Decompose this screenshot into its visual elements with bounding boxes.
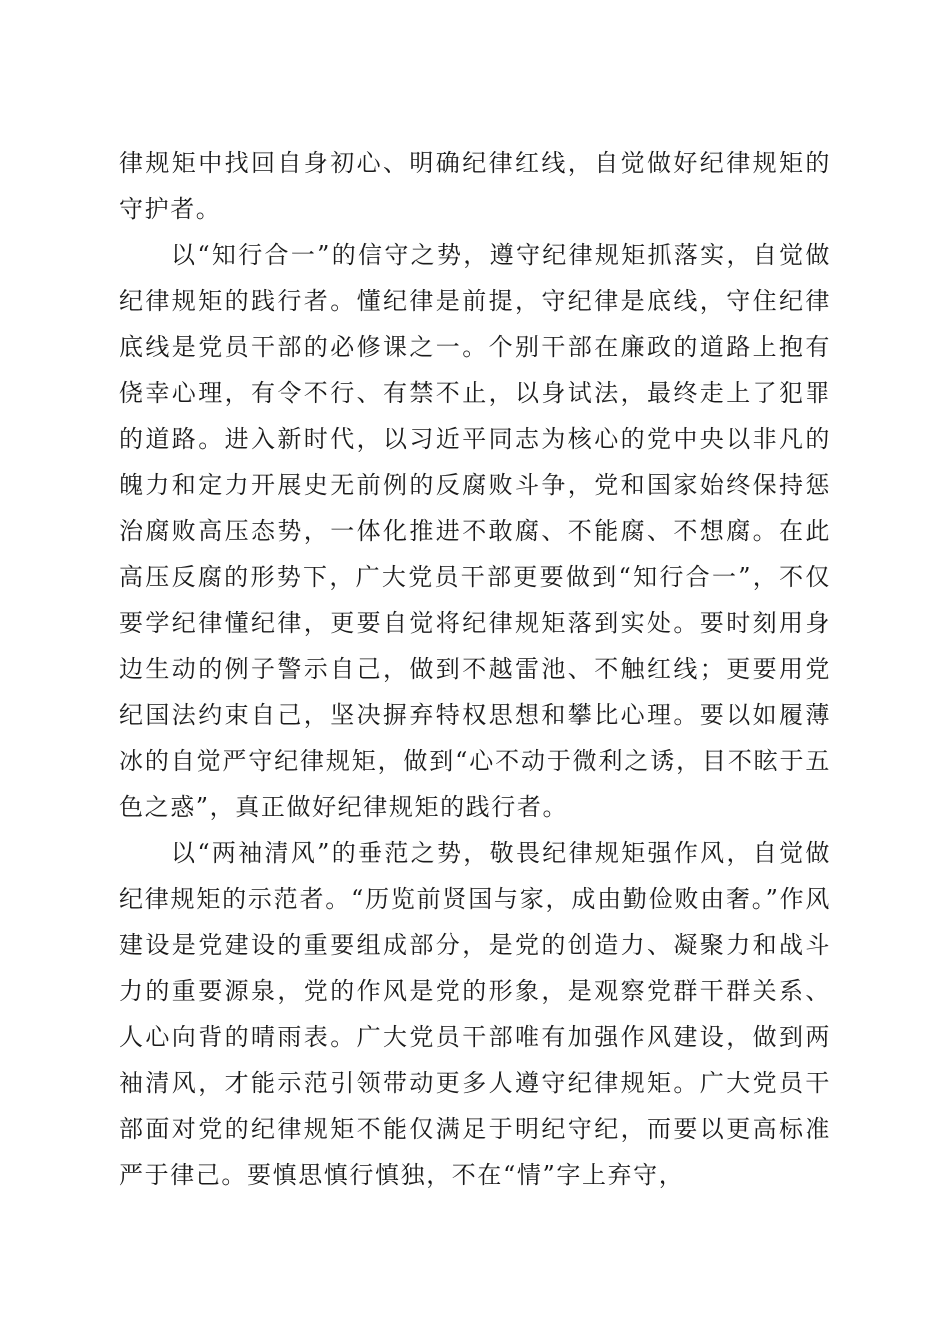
paragraph-liangxiuqingfeng: 以“两袖清风”的垂范之势，敬畏纪律规矩强作风，自觉做纪律规矩的示范者。“历览前贤国与家，成由勤俭败由奢。”作风建设是党建设的重要组成部分，是党的创造力、凝聚力和战斗力的重要源泉，党的作风是党的形象，是观察党群干群关系、人心向背的晴雨表。广大党员干部唯有加强作风建设，做到两袖清风，才能示范引领带动更多人遵守纪律规矩。广大党员干部面对党的纪律规矩不能仅满足于明纪守纪，而要以更高标准严于律己。要慎思慎行慎独，不在“情”字上弃守， — [119, 839, 831, 1189]
paragraph-continuation: 律规矩中找回自身初心、明确纪律红线，自觉做好纪律规矩的守护者。 — [119, 149, 831, 223]
paragraph-zhixingheyi: 以“知行合一”的信守之势，遵守纪律规矩抓落实，自觉做纪律规矩的践行者。懂纪律是前提，守纪律是底线，守住纪律底线是党员干部的必修课之一。个别干部在廉政的道路上抱有侥幸心理，有令不行、有禁不止，以身试法，最终走上了犯罪的道路。进入新时代，以习近平同志为核心的党中央以非凡的魄力和定力开展史无前例的反腐败斗争，党和国家始终保持惩治腐败高压态势，一体化推进不敢腐、不能腐、不想腐。在此高压反腐的形势下，广大党员干部更要做到“知行合一”，不仅要学纪律懂纪律，更要自觉将纪律规矩落到实处。要时刻用身边生动的例子警示自己，做到不越雷池、不触红线；更要用党纪国法约束自己，坚决摒弃特权思想和攀比心理。要以如履薄冰的自觉严守纪律规矩，做到“心不动于微利之诱，目不眩于五色之惑”，真正做好纪律规矩的践行者。 — [119, 241, 831, 821]
body-text — [119, 140, 831, 1198]
